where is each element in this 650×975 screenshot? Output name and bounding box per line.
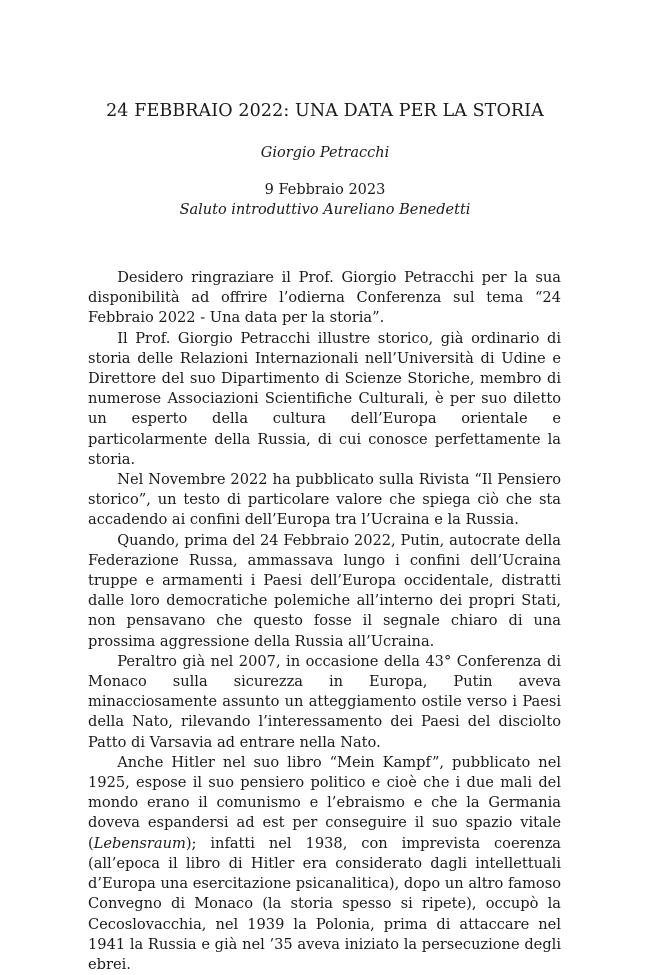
body-text xyxy=(88,268,561,975)
paragraph-4: Quando, prima del 24 Febbraio 2022, Putin, autocrate della Federazione Russa, ammassava lungo i confini dell’Ucraina truppe e armamenti i Paesi dell’Europa occidentale, distratti dalle loro democratiche polemiche all’interno dei propri Stati, non pensavano che questo fosse il segnale chiaro di una prossima aggressione della Russia all’Ucraina. xyxy=(88,531,561,650)
section-subtitle: Saluto introduttivo Aureliano Benedetti xyxy=(179,202,471,218)
paragraph-6 xyxy=(88,753,561,975)
paragraph-1: Desidero ringraziare il Prof. Giorgio Petracchi per la sua disponibilità ad offrire l’odierna Conferenza sul tema “24 Febbraio 2022 - Una data per la storia”. xyxy=(88,269,561,327)
article-title: 24 FEBBRAIO 2022: UNA DATA PER LA STORIA xyxy=(106,101,544,121)
paragraph-6-emphasis: Lebensraum xyxy=(93,834,186,852)
event-date: 9 Febbraio 2023 xyxy=(264,182,386,198)
paragraph-6-part-2: ); infatti nel 1938, con imprevista coerenza (all’epoca il libro di Hitler era considerato dagli intellettuali d’Europa una esercitazione psicanalitica), dopo un altro famoso Convegno di Monaco (la storia spesso si ripete), occupò la Cecoslovacchia, nel 1939 la Polonia, prima di attaccare nel 1941 la Russia e già nel ’35 aveva iniziato la persecuzione degli ebrei. xyxy=(88,834,561,973)
paragraph-2: Il Prof. Giorgio Petracchi illustre storico, già ordinario di storia delle Relazioni Internazionali nell’Università di Udine e Direttore del suo Dipartimento di Scienze Storiche, membro di numerose Associazioni Scientifiche Culturali, è per suo diletto un esperto della cultura dell’Europa orientale e particolarmente della Russia, di cui conosce perfettamente la storia. xyxy=(88,329,561,468)
author-name: Giorgio Petracchi xyxy=(260,145,390,161)
paragraph-6-part-1: Anche Hitler nel suo libro “Mein Kampf”, pubblicato nel 1925, espose il suo pensiero politico e cioè che i due mali del mondo erano il comunismo e l’ebraismo e che la Germania doveva espandersi ad est per conseguire il suo spazio vitale ( xyxy=(88,753,561,852)
paragraph-5: Peraltro già nel 2007, in occasione della 43° Conferenza di Monaco sulla sicurezza in Europa, Putin aveva minacciosamente assunto un atteggiamento ostile verso i Paesi della Nato, rilevando l’interessamento dei Paesi del disciolto Patto di Varsavia ad entrare nella Nato. xyxy=(88,652,561,751)
paragraph-3: Nel Novembre 2022 ha pubblicato sulla Rivista “Il Pensiero storico”, un testo di particolare valore che spiega ciò che sta accadendo ai confini dell’Europa tra l’Ucraina e la Russia. xyxy=(88,471,561,529)
